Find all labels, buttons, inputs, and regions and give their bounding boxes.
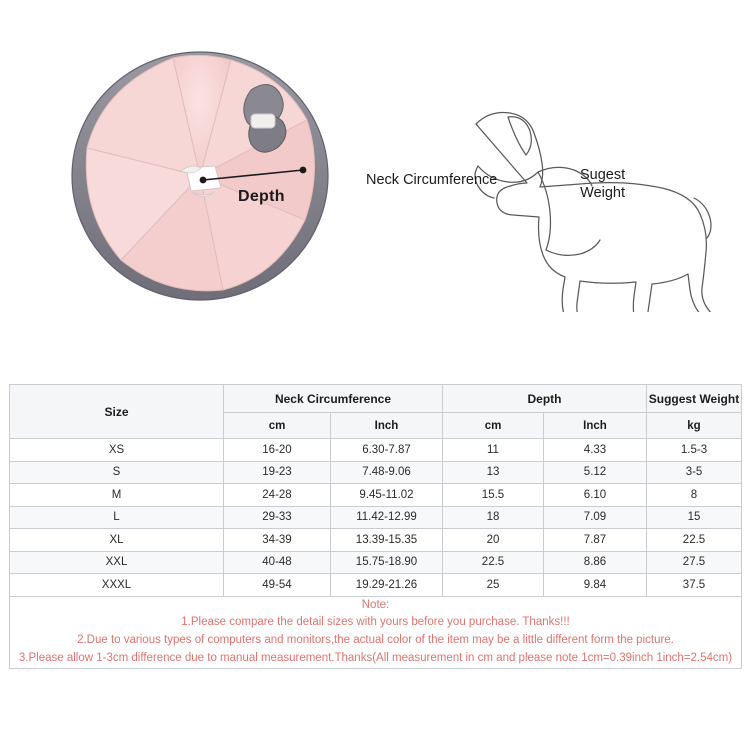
- cell-size: L: [10, 506, 224, 529]
- header-neck-circumference: Neck Circumference: [224, 385, 443, 413]
- header-weight-kg: kg: [647, 413, 742, 439]
- cell-depth-cm: 15.5: [443, 484, 544, 507]
- cell-depth-inch: 7.87: [544, 529, 647, 552]
- suggest-weight-label: [580, 167, 625, 202]
- cell-neck-inch: 6.30-7.87: [331, 439, 443, 462]
- size-chart-table: [9, 384, 742, 669]
- depth-label: Depth: [238, 188, 285, 205]
- header-neck-cm: cm: [224, 413, 331, 439]
- table-row: [10, 439, 742, 462]
- table-header-group-row: [10, 385, 742, 413]
- cell-depth-inch: 7.09: [544, 506, 647, 529]
- cell-weight-kg: 3-5: [647, 461, 742, 484]
- note-line: 1.Please compare the detail sizes with yours before you purchase. Thanks!!!: [181, 616, 570, 629]
- note-row: [10, 596, 742, 668]
- cell-neck-inch: 7.48-9.06: [331, 461, 443, 484]
- cell-depth-cm: 20: [443, 529, 544, 552]
- table-body: [10, 439, 742, 597]
- note-line: 3.Please allow 1-3cm difference due to manual measurement.Thanks(All measurement in cm and please note 1cm=0.39inch 1inch=2.54cm): [18, 651, 733, 664]
- note-line: 2.Due to various types of computers and monitors,the actual color of the item may be a little different form the picture.: [77, 634, 674, 647]
- cell-neck-cm: 16-20: [224, 439, 331, 462]
- cell-weight-kg: 22.5: [647, 529, 742, 552]
- size-chart-table-container: [9, 384, 741, 669]
- cell-neck-inch: 15.75-18.90: [331, 551, 443, 574]
- cell-depth-inch: 4.33: [544, 439, 647, 462]
- cell-neck-cm: 24-28: [224, 484, 331, 507]
- cell-neck-cm: 40-48: [224, 551, 331, 574]
- cell-neck-inch: 9.45-11.02: [331, 484, 443, 507]
- cell-size: S: [10, 461, 224, 484]
- neck-circumference-label: Neck Circumference: [366, 172, 498, 188]
- cell-neck-inch: 13.39-15.35: [331, 529, 443, 552]
- cell-depth-inch: 9.84: [544, 574, 647, 597]
- suggest-weight-label-line1: Sugest: [580, 167, 626, 183]
- table-row: [10, 551, 742, 574]
- cell-size: M: [10, 484, 224, 507]
- table-header: [10, 385, 742, 439]
- note-title: Note:: [361, 598, 390, 611]
- cell-depth-inch: 5.12: [544, 461, 647, 484]
- cell-depth-inch: 6.10: [544, 484, 647, 507]
- cell-weight-kg: 27.5: [647, 551, 742, 574]
- header-depth: Depth: [443, 385, 647, 413]
- dog-diagram: [360, 72, 742, 312]
- cell-depth-cm: 25: [443, 574, 544, 597]
- header-depth-cm: cm: [443, 413, 544, 439]
- pet-collar-illustration: [55, 28, 345, 318]
- cell-depth-cm: 18: [443, 506, 544, 529]
- cell-weight-kg: 15: [647, 506, 742, 529]
- note-block: [10, 597, 741, 668]
- table-row: [10, 529, 742, 552]
- cell-size: XXXL: [10, 574, 224, 597]
- suggest-weight-label-line2: Weight: [580, 184, 626, 201]
- header-size: Size: [10, 385, 224, 439]
- cell-depth-cm: 11: [443, 439, 544, 462]
- cell-neck-cm: 34-39: [224, 529, 331, 552]
- header-neck-inch: Inch: [331, 413, 443, 439]
- table-footer: [10, 596, 742, 668]
- cell-depth-inch: 8.86: [544, 551, 647, 574]
- table-row: [10, 484, 742, 507]
- cell-neck-cm: 49-54: [224, 574, 331, 597]
- cell-weight-kg: 37.5: [647, 574, 742, 597]
- cell-neck-inch: 19.29-21.26: [331, 574, 443, 597]
- header-depth-inch: Inch: [544, 413, 647, 439]
- table-row: [10, 461, 742, 484]
- cell-depth-cm: 22.5: [443, 551, 544, 574]
- cell-neck-inch: 11.42-12.99: [331, 506, 443, 529]
- table-row: [10, 574, 742, 597]
- table-row: [10, 506, 742, 529]
- cell-weight-kg: 8: [647, 484, 742, 507]
- cell-depth-cm: 13: [443, 461, 544, 484]
- cell-neck-cm: 19-23: [224, 461, 331, 484]
- header-suggest-weight: Suggest Weight: [647, 385, 742, 413]
- cell-size: XL: [10, 529, 224, 552]
- cell-size: XXL: [10, 551, 224, 574]
- cell-size: XS: [10, 439, 224, 462]
- illustration-area: [0, 0, 750, 370]
- cell-weight-kg: 1.5-3: [647, 439, 742, 462]
- cell-neck-cm: 29-33: [224, 506, 331, 529]
